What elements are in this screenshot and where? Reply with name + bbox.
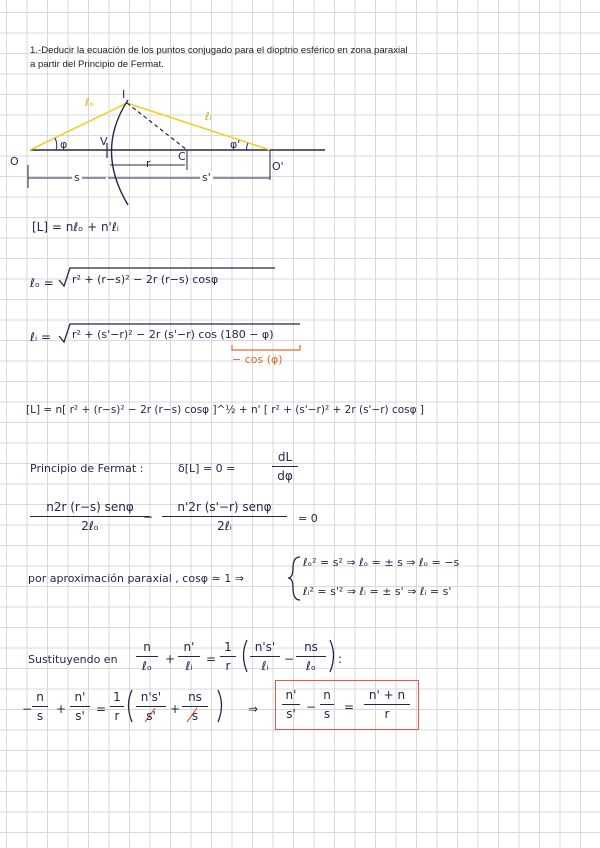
final-eq: =	[96, 702, 107, 716]
final-n-num: n	[36, 690, 44, 704]
angle-phi-arc	[55, 138, 57, 150]
fermat-eq: δ[L] = 0 =	[178, 462, 236, 475]
final-n-prime: n'	[74, 690, 86, 704]
term1-fraction	[30, 500, 150, 533]
sust-frac-n-lo	[136, 640, 158, 673]
final-a-den: s'	[146, 709, 156, 723]
cos-underbrace	[232, 345, 300, 350]
sust-tail: :	[338, 652, 343, 666]
label-i: I	[122, 88, 126, 101]
sust-one: 1	[224, 640, 232, 654]
answer-rhs-num: n' + n	[368, 688, 406, 702]
final-r: r	[114, 709, 120, 723]
dl-dphi-fraction	[272, 450, 298, 483]
label-s-prime: s'	[202, 171, 211, 184]
paraxial-label: por aproximación paraxial , cosφ ≃ 1 ⇒	[28, 572, 244, 585]
answer-s-prime: s'	[286, 707, 296, 721]
dl-den: dφ	[277, 469, 293, 483]
paraxial-brace	[288, 557, 300, 600]
sust-plus: +	[165, 652, 176, 666]
final-a-num: n's'	[140, 690, 162, 704]
answer-minus: −	[306, 700, 317, 714]
term2-fraction	[162, 500, 287, 533]
label-r: r	[146, 157, 151, 170]
fermat-label: Principio de Fermat :	[30, 462, 144, 475]
final-frac-np-sp	[70, 690, 90, 723]
final-s: s	[36, 709, 44, 723]
final-b-den: s	[191, 709, 199, 723]
label-c: C	[178, 150, 186, 163]
term-minus: −	[143, 510, 154, 524]
sust-li: ℓᵢ	[185, 659, 193, 673]
problem-line-2: a partir del Principio de Fermat.	[30, 58, 164, 70]
sust-nslo-den: ℓₒ	[306, 659, 316, 673]
answer-rhs-den: r	[384, 707, 390, 721]
final-plus-2: +	[170, 702, 181, 716]
label-li: ℓᵢ	[205, 110, 212, 123]
final-frac-n-s	[32, 690, 48, 723]
eq-cos-note: − cos (φ)	[232, 353, 283, 366]
sust-label: Sustituyendo en	[28, 653, 118, 666]
problem-line-1: 1.-Deducir la ecuación de los puntos conjugado para el dioptrio esférico en zona paraxial	[30, 45, 408, 56]
radius-line	[127, 103, 187, 150]
paren-left-2	[129, 690, 133, 722]
eq-optical-path: [L] = nℓₒ + n'ℓᵢ	[32, 220, 119, 234]
answer-s: s	[323, 707, 331, 721]
final-frac-a	[136, 690, 166, 723]
label-phi: φ	[60, 138, 68, 151]
eq-lo-lhs: ℓₒ =	[30, 276, 54, 290]
paren-right-2	[218, 690, 222, 722]
sust-minus: −	[284, 652, 295, 666]
paraxial-row-1: ℓₒ² = s² ⇒ ℓₒ = ± s ⇒ ℓₒ = −s	[303, 556, 460, 569]
angle-phi-prime-arc	[247, 143, 248, 150]
sust-r: r	[225, 659, 231, 673]
paren-right-1	[330, 640, 334, 672]
ray-li	[127, 103, 270, 150]
label-o: O	[10, 155, 19, 168]
final-one: 1	[113, 690, 121, 704]
eq-l-full: [L] = n[ r² + (r−s)² − 2r (r−s) cosφ ]^½ + n' [ r² + (s'−r)² + 2r (s'−r) cosφ ]	[26, 404, 425, 416]
paren-left-1	[244, 640, 248, 672]
sust-lo: ℓₒ	[142, 659, 152, 673]
term1-den: 2ℓₒ	[81, 519, 99, 533]
answer-frac-n-s	[320, 688, 334, 721]
term2-den: 2ℓᵢ	[217, 519, 232, 533]
spherical-surface	[112, 100, 129, 205]
paraxial-row-2: ℓᵢ² = s'² ⇒ ℓᵢ = ± s' ⇒ ℓᵢ = s'	[303, 585, 452, 598]
eq-zero: = 0	[298, 512, 318, 525]
sust-frac-nslo	[296, 640, 326, 673]
answer-frac-np-sp	[282, 688, 300, 721]
term1-num: n2r (r−s) senφ	[46, 500, 134, 514]
answer-eq: =	[344, 700, 355, 714]
final-plus: +	[56, 702, 67, 716]
eq-li-rhs: r² + (s'−r)² − 2r (s'−r) cos (180 − φ)	[72, 328, 274, 341]
sust-frac-nsli	[250, 640, 280, 673]
dl-num: dL	[277, 450, 293, 464]
sust-nsli-num: n's'	[254, 640, 276, 654]
label-v: V	[100, 135, 108, 148]
label-lo: ℓₒ	[85, 96, 95, 109]
label-phi-prime: φ'	[230, 138, 241, 151]
sust-frac-1-r	[220, 640, 236, 673]
final-frac-1-r	[110, 690, 124, 723]
answer-frac-rhs	[364, 688, 410, 721]
sust-nsli-den: ℓᵢ	[261, 659, 269, 673]
sust-eq: =	[206, 652, 217, 666]
final-arrow: ⇒	[248, 702, 259, 716]
sust-n: n	[143, 640, 151, 654]
eq-lo-rhs: r² + (r−s)² − 2r (r−s) cosφ	[72, 273, 219, 286]
term2-num: n'2r (s'−r) senφ	[177, 500, 272, 514]
sust-n-prime: n'	[183, 640, 195, 654]
answer-n: n	[323, 688, 331, 702]
answer-n-prime: n'	[285, 688, 297, 702]
sust-nslo-num: ns	[304, 640, 318, 654]
label-s: s	[74, 171, 80, 184]
final-s-prime: s'	[75, 709, 85, 723]
final-frac-b	[182, 690, 208, 723]
sust-frac-np-li	[178, 640, 200, 673]
eq-li-lhs: ℓᵢ =	[30, 330, 51, 344]
final-b-num: ns	[188, 690, 202, 704]
final-neg: −	[22, 702, 33, 716]
label-o-prime: O'	[272, 160, 284, 173]
